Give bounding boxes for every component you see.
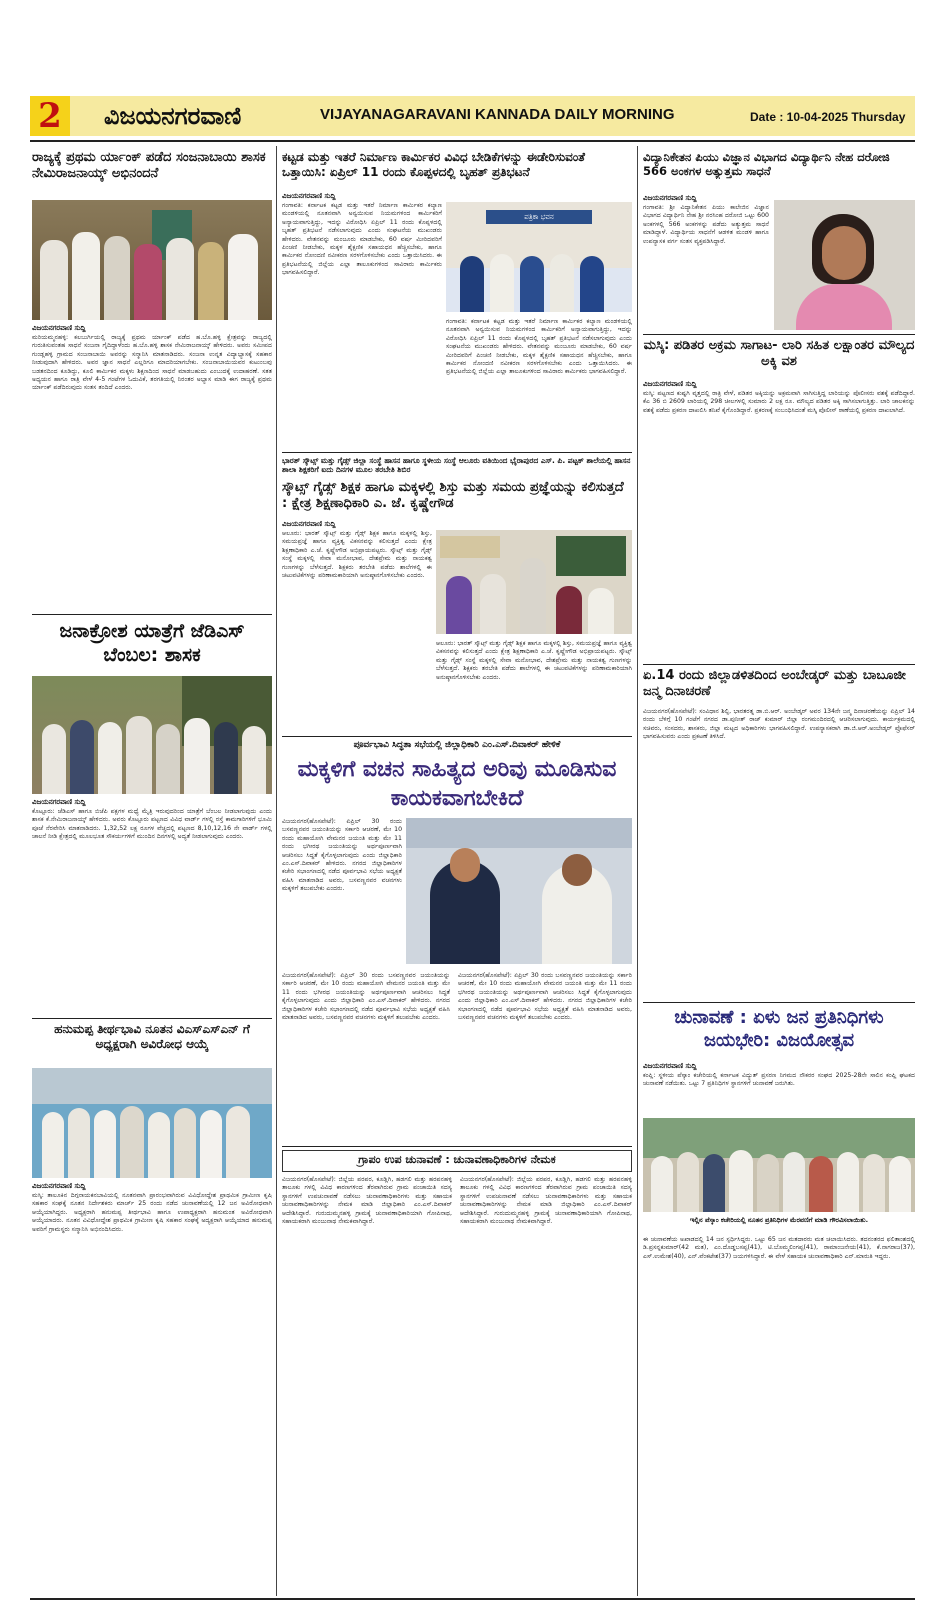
article-kicker: ಪೂರ್ವಭಾವಿ ಸಿದ್ಧತಾ ಸಭೆಯಲ್ಲಿ ಜಿಲ್ಲಾಧಿಕಾರಿ ಎಂ.ಎಸ್.ದಿವಾಕರ್ ಹೇಳಿಕೆ <box>353 740 561 750</box>
photo-person <box>703 1154 725 1212</box>
photo-board <box>556 536 626 576</box>
photo-person <box>757 1154 779 1212</box>
photo-person <box>148 1112 170 1178</box>
photo-person <box>520 558 546 634</box>
article-body: ವಿಜಯನಗರ(ಹೊಸಪೇಟೆ): ಜಿಲ್ಲೆಯ ಪರಪರ, ಕೂಡ್ಲಿಗಿ, ಹಡಗಲಿ ಮತ್ತು ಹರಪನಹಳ್ಳಿ ತಾಲೂಕು ಗಳಲ್ಲಿ ವಿವಿಧ ಕಾರಣಗಳಿಂದ ತೆರವಾಗಿರುವ ಗ್ರಾಮ ಪಂಚಾಯಿತಿ ಸದಸ್ಯ ಸ್ಥಾನಗಳಿಗೆ ಉಪಚುನಾವಣೆ ನಡೆಸಲು ಚುನಾವಣಾಧಿಕಾರಿಗಳು ಮತ್ತು ಸಹಾಯಕ ಚುನಾವಣಾಧಿಕಾರಿಗಳನ್ನು ನೇಮಕ ಮಾಡಿ ಜಿಲ್ಲಾಧಿಕಾರಿ ಎಂ.ಎಸ್.ದಿವಾಕರ್ ಆದೇಶಿಸಿದ್ದಾರೆ. ಗುರುದುಮ್ಮನಹಳ್ಳಿ ಗ್ರಾಮಕ್ಕೆ ಚುನಾವಣಾಧಿಕಾರಿಯಾಗಿ ಗೋಪಿನಾಥ, ಸಹಾಯಕರಾಗಿ ಮಂಜುನಾಥ ನೇಮಕವಾಗಿದ್ದಾರೆ. <box>460 1176 632 1226</box>
article-separator <box>643 664 915 665</box>
photo-person <box>796 284 892 330</box>
photo-person <box>166 238 194 320</box>
masthead-title-kannada: ವಿಜಯನಗರವಾಣಿ <box>104 102 242 130</box>
photo-person <box>651 1156 673 1212</box>
article-separator <box>643 334 915 335</box>
masthead <box>30 96 915 136</box>
photo-person <box>580 256 604 312</box>
photo-person <box>214 722 238 794</box>
photo-person <box>156 724 180 794</box>
article-photo <box>32 1068 272 1178</box>
article-body: ಕೊಟ್ಟೂರು: ಜೆಡಿಎಸ್ ಹಾಗೂ ಬಿಜೆಪಿ ಪಕ್ಷಗಳ ಮಧ್ಯೆ ಮೈತ್ರಿ ಇರುವುದರಿಂದ ಯಾತ್ರೆಗೆ ಬೆಂಬಲ ನೀಡಲಾಗುವುದು ಎಂದು ಶಾಸಕ ಕೆ.ನೇಮಿರಾಜನಾಯ್ಕ್ ಹೇಳಿದರು. ಅವರು ಕೊಟ್ಟೂರು ಪಟ್ಟಣದ ವಿವಿಧ ವಾರ್ಡ್ ಗಳಲ್ಲಿ ರಸ್ತೆ ಕಾಮಗಾರಿಗಳಿಗೆ ಭೂಮಿ ಪೂಜೆ ನೆರವೇರಿಸಿ ಮಾತನಾಡಿದರು. 1,32,52 ಲಕ್ಷ ರೂಗಳ ವೆಚ್ಚದಲ್ಲಿ ಪಟ್ಟಣದ 8,10,12,16 ನೇ ವಾರ್ಡ್ ಗಳಲ್ಲಿ ಚಾಲನೆ ನೀಡಿ ಕ್ಷೇತ್ರದಲ್ಲಿ ಮೂಲಭೂತ ಸೌಕರ್ಯಗಳಿಗೆ ಮುಂದಿನ ದಿನಗಳಲ್ಲಿ ಅದ್ಯತೆ ನೀಡಲಾಗುವುದು ಎಂದರು. <box>32 808 272 841</box>
photo-person <box>198 242 224 320</box>
article-body: ಗಂಗಾವತಿ: ಕರ್ನಾಟಕ ಕಟ್ಟಡ ಮತ್ತು ಇತರೆ ನಿರ್ಮಾಣ ಕಾರ್ಮಿಕರ ಕಲ್ಯಾಣ ಮಂಡಳಿಯಲ್ಲಿ ನೂತನವಾಗಿ ಅನ್ವಯಿಸುವ ನಿಯಮಗಳಿಂದ ಕಾರ್ಮಿಕರಿಗೆ ಅನ್ಯಾಯವಾಗುತ್ತಿದ್ದು, ಇದನ್ನು ವಿರೋಧಿಸಿ ಏಪ್ರಿಲ್ 11 ರಂದು ಕೊಪ್ಪಳದಲ್ಲಿ ಬೃಹತ್ ಪ್ರತಿಭಟನೆ ನಡೆಸಲಾಗುವುದು ಎಂದು ಸಂಘಟನೆಯ ಮುಖಂಡರು ಹೇಳಿದರು. ವೇತನವನ್ನು ಮಂಜೂರು ಮಾಡಬೇಕು, 60 ವರ್ಷ ಮೀರಿದವರಿಗೆ ಪಿಂಚಣಿ ನೀಡಬೇಕು, ಮಕ್ಕಳ ಶೈಕ್ಷಣಿಕ ಸಹಾಯಧನ ಹೆಚ್ಚಿಸಬೇಕು, ಹಾಗೂ ಕಾರ್ಮಿಕರ ನೋಂದಣಿ ನವೀಕರಣ ಸರಳಗೊಳಿಸಬೇಕು ಎಂದು ಒತ್ತಾಯಿಸಿದರು. ಈ ಪ್ರತಿಭಟನೆಯಲ್ಲಿ ಜಿಲ್ಲೆಯ ಎಲ್ಲಾ ತಾಲೂಕುಗಳಿಂದ ಸಾವಿರಾರು ಕಾರ್ಮಿಕರು ಭಾಗವಹಿಸಲಿದ್ದಾರೆ. <box>282 202 442 277</box>
photo-person <box>677 1152 699 1212</box>
article-separator <box>282 1146 632 1147</box>
photo-person <box>556 586 582 634</box>
photo-person <box>94 1110 116 1178</box>
photo-person <box>68 1108 90 1178</box>
article-byline: ವಿಜಯನಗರವಾಣಿ ಸುದ್ದಿ <box>32 324 86 332</box>
student-photo <box>774 200 915 330</box>
photo-person <box>783 1152 805 1212</box>
article-photo <box>32 200 272 320</box>
article-byline: ವಿಜಯನಗರವಾಣಿ ಸುದ್ದಿ <box>32 1182 86 1190</box>
article-byline: ವಿಜಯನಗರವಾಣಿ ಸುದ್ದಿ <box>643 1062 697 1070</box>
article-byline: ವಿಜಯನಗರವಾಣಿ ಸುದ್ದಿ <box>32 798 86 806</box>
article-body: ಗಂಗಾವತಿ: ಕರ್ನಾಟಕ ಕಟ್ಟಡ ಮತ್ತು ಇತರೆ ನಿರ್ಮಾಣ ಕಾರ್ಮಿಕರ ಕಲ್ಯಾಣ ಮಂಡಳಿಯಲ್ಲಿ ನೂತನವಾಗಿ ಅನ್ವಯಿಸುವ ನಿಯಮಗಳಿಂದ ಕಾರ್ಮಿಕರಿಗೆ ಅನ್ಯಾಯವಾಗುತ್ತಿದ್ದು, ಇದನ್ನು ವಿರೋಧಿಸಿ ಏಪ್ರಿಲ್ 11 ರಂದು ಕೊಪ್ಪಳದಲ್ಲಿ ಬೃಹತ್ ಪ್ರತಿಭಟನೆ ನಡೆಸಲಾಗುವುದು ಎಂದು ಸಂಘಟನೆಯ ಮುಖಂಡರು ಹೇಳಿದರು. ವೇತನವನ್ನು ಮಂಜೂರು ಮಾಡಬೇಕು, 60 ವರ್ಷ ಮೀರಿದವರಿಗೆ ಪಿಂಚಣಿ ನೀಡಬೇಕು, ಮಕ್ಕಳ ಶೈಕ್ಷಣಿಕ ಸಹಾಯಧನ ಹೆಚ್ಚಿಸಬೇಕು, ಹಾಗೂ ಕಾರ್ಮಿಕರ ನೋಂದಣಿ ನವೀಕರಣ ಸರಳಗೊಳಿಸಬೇಕು ಎಂದು ಒತ್ತಾಯಿಸಿದರು. ಈ ಪ್ರತಿಭಟನೆಯಲ್ಲಿ ಜಿಲ್ಲೆಯ ಎಲ್ಲಾ ತಾಲೂಕುಗಳಿಂದ ಸಾವಿರಾರು ಕಾರ್ಮಿಕರು ಭಾಗವಹಿಸಲಿದ್ದಾರೆ. <box>446 318 632 376</box>
article-body: ವಿಜಯನಗರ(ಹೊಸಪೇಟೆ): ಸಂವಿಧಾನ ಶಿಲ್ಪಿ, ಭಾರತರತ್ನ ಡಾ.ಬಿ.ಆರ್. ಅಂಬೇಡ್ಕರ್ ಅವರ 134ನೇ ಜನ್ಮ ದಿನಾಚರಣೆಯನ್ನು ಏಪ್ರಿಲ್ 14 ರಂದು ಬೆಳಿಗ್ಗೆ 10 ಗಂಟೆಗೆ ನಗರದ ಡಾ.ಪುನೀತ್ ರಾಜ್ ಕುಮಾರ್ ಜಿಲ್ಲಾ ರಂಗಮಂದಿರದಲ್ಲಿ ಆಚರಿಸಲಾಗುವುದು. ಕಾರ್ಯಕ್ರಮದಲ್ಲಿ ಸಚಿವರು, ಸಂಸದರು, ಶಾಸಕರು, ಜಿಲ್ಲಾ ಮಟ್ಟದ ಅಧಿಕಾರಿಗಳು ಭಾಗವಹಿಸಲಿದ್ದಾರೆ. ಉಪನ್ಯಾಸಕರಾಗಿ ಡಾ.ಜಿ.ಆರ್.ಅಂಬೇಡ್ಕರ್ ಪ್ರೊಫೆಸರ್ ಭಾಗವಹಿಸುವರು ಎಂದು ಪ್ರಕಟಣೆ ತಿಳಿಸಿದೆ. <box>643 708 915 741</box>
article-byline: ವಿಜಯನಗರವಾಣಿ ಸುದ್ದಿ <box>643 194 697 202</box>
photo-person <box>120 1106 144 1178</box>
photo-person <box>126 716 152 794</box>
article-headline: ಹನುಮಪ್ಪ ತೀರ್ಥಭಾವಿ ನೂತನ ವಿಎಸ್ಎಸ್ಎನ್ ಗೆ ಅಧ್ಯಕ್ಷರಾಗಿ ಅವಿರೋಧ ಆಯ್ಕೆ <box>54 1022 250 1051</box>
article-body: ವಿಜಯನಗರ(ಹೊಸಪೇಟೆ): ಏಪ್ರಿಲ್ 30 ರಂದು ಬಸವಣ್ಣನವರ ಜಯಂತಿಯನ್ನು ಸರ್ಕಾರಿ ಆಚರಣೆ, ಮೇ 10 ರಂದು ಮಹಾಯೋಗಿ ವೇಮನರ ಜಯಂತಿ ಮತ್ತು ಮೇ 11 ರಂದು ಭಗೀರಥ ಜಯಂತಿಯನ್ನು ಅರ್ಥಪೂರ್ಣವಾಗಿ ಆಚರಿಸಲು ಸಿದ್ಧತೆ ಕೈಗೊಳ್ಳಲಾಗುವುದು ಎಂದು ಜಿಲ್ಲಾಧಿಕಾರಿ ಎಂ.ಎಸ್.ದಿವಾಕರ್ ಹೇಳಿದರು. ನಗರದ ಜಿಲ್ಲಾಧಿಕಾರಿಗಳ ಕಚೇರಿ ಸಭಾಂಗಣದಲ್ಲಿ ನಡೆದ ಪೂರ್ವಭಾವಿ ಸಭೆಯ ಅಧ್ಯಕ್ಷತೆ ವಹಿಸಿ ಮಾತನಾಡಿದ ಅವರು, ಬಸವಣ್ಣನವರ ವಚನಗಳು ಮಕ್ಕಳಿಗೆ ತಲುಪಬೇಕು ಎಂದರು. <box>282 972 450 1022</box>
column-divider <box>637 146 638 1596</box>
photo-building <box>32 1068 272 1104</box>
article-body: ಕಂಪ್ಲಿ: ಸ್ಥಳೀಯ ಪೆಸ್ಕಾಂ ಕಚೇರಿಯಲ್ಲಿ ಕರ್ನಾಟಕ ವಿದ್ಯುತ್ ಪ್ರಸರಣ ನಿಗಮದ ನೌಕರರ ಸಂಘದ 2025-28ನೇ ಸಾಲಿನ ಕಂಪ್ಲಿ ಘಟಕದ ಚುನಾವಣೆ ನಡೆಯಿತು. ಒಟ್ಟು 7 ಪ್ರತಿನಿಧಿಗಳ ಸ್ಥಾನಗಳಿಗೆ ಚುನಾವಣೆ ಜರುಗಿತು. <box>643 1072 915 1088</box>
masthead-rule <box>30 140 915 142</box>
photo-face <box>562 854 592 886</box>
masthead-title-english: VIJAYANAGARAVANI KANNADA DAILY MORNING <box>320 106 675 123</box>
article-byline: ವಿಜಯನಗರವಾಣಿ ಸುದ್ದಿ <box>643 380 697 388</box>
photo-person <box>809 1156 833 1212</box>
photo-caption: ಇಲ್ಲಿನ ಪೆಸ್ಕಾಂ ಕಚೇರಿಯಲ್ಲಿ ನೂತನ ಪ್ರತಿನಿಧಿಗಳ ಮೆರವಣಿಗೆ ಮಾಡಿ ಗೌರವಿಸಲಾಯಿತು. <box>689 1216 869 1224</box>
article-photo <box>446 202 632 312</box>
photo-person <box>104 236 130 320</box>
article-body: ವಿಜಯನಗರ(ಹೊಸಪೇಟೆ): ಜಿಲ್ಲೆಯ ಪರಪರ, ಕೂಡ್ಲಿಗಿ, ಹಡಗಲಿ ಮತ್ತು ಹರಪನಹಳ್ಳಿ ತಾಲೂಕು ಗಳಲ್ಲಿ ವಿವಿಧ ಕಾರಣಗಳಿಂದ ತೆರವಾಗಿರುವ ಗ್ರಾಮ ಪಂಚಾಯಿತಿ ಸದಸ್ಯ ಸ್ಥಾನಗಳಿಗೆ ಉಪಚುನಾವಣೆ ನಡೆಸಲು ಚುನಾವಣಾಧಿಕಾರಿಗಳು ಮತ್ತು ಸಹಾಯಕ ಚುನಾವಣಾಧಿಕಾರಿಗಳನ್ನು ನೇಮಕ ಮಾಡಿ ಜಿಲ್ಲಾಧಿಕಾರಿ ಎಂ.ಎಸ್.ದಿವಾಕರ್ ಆದೇಶಿಸಿದ್ದಾರೆ. ಗುರುದುಮ್ಮನಹಳ್ಳಿ ಗ್ರಾಮಕ್ಕೆ ಚುನಾವಣಾಧಿಕಾರಿಯಾಗಿ ಗೋಪಿನಾಥ, ಸಹಾಯಕರಾಗಿ ಮಂಜುನಾಥ ನೇಮಕವಾಗಿದ್ದಾರೆ. <box>282 1176 452 1226</box>
article-body: ಆಲೂರು: ಭಾರತ್ ಸ್ಕೌಟ್ಸ್ ಮತ್ತು ಗೈಡ್ಸ್ ಶಿಕ್ಷಕ ಹಾಗೂ ಮಕ್ಕಳಲ್ಲಿ ಶಿಸ್ತು, ಸಮಯಪ್ರಜ್ಞೆ ಹಾಗೂ ವ್ಯಕ್ತಿತ್ವ ವಿಕಸನವನ್ನು ಕಲಿಸುತ್ತದೆ ಎಂದು ಕ್ಷೇತ್ರ ಶಿಕ್ಷಣಾಧಿಕಾರಿ ಎ.ಜೆ. ಕೃಷ್ಣೇಗೌಡ ಅಭಿಪ್ರಾಯಪಟ್ಟರು. ಸ್ಕೌಟ್ಸ್ ಮತ್ತು ಗೈಡ್ಸ್ ಸಂಸ್ಥೆ ಮಕ್ಕಳಲ್ಲಿ ಸೇವಾ ಮನೋಭಾವ, ದೇಶಪ್ರೇಮ ಮತ್ತು ನಾಯಕತ್ವ ಗುಣಗಳನ್ನು ಬೆಳೆಸುತ್ತದೆ. ಶಿಕ್ಷಕರು ತರಬೇತಿ ಪಡೆದು ಶಾಲೆಗಳಲ್ಲಿ ಈ ಚಟುವಟಿಕೆಗಳನ್ನು ಪರಿಣಾಮಕಾರಿಯಾಗಿ ಅನುಷ್ಠಾನಗೊಳಿಸಬೇಕು ಎಂದರು. <box>436 640 632 681</box>
photo-person <box>242 726 266 794</box>
article-kicker: ಭಾರತ್ ಸ್ಕೌಟ್ಸ್ ಮತ್ತು ಗೈಡ್ಸ್ ಜಿಲ್ಲಾ ಸಂಸ್ಥೆ ಹಾಸನ ಹಾಗೂ ಸ್ಥಳೀಯ ಸಂಸ್ಥೆ ಆಲೂರು ವತಿಯಿಂದ ಭೈರಾಪುರದ ಎಸ್. ಪಿ. ಪಟ್ಟಕ್ ಶಾಲೆಯಲ್ಲಿ ಹಾಸನ ಶಾಲಾ ಶಿಕ್ಷಕರಿಗೆ ಐದು ದಿನಗಳ ಮೂಲ ತರಬೇತಿ ಶಿಬಿರ <box>282 456 631 475</box>
photo-person <box>134 244 162 320</box>
photo-banner <box>440 536 500 558</box>
photo-face <box>822 226 866 280</box>
page-number: 2 <box>30 96 70 136</box>
article-body: ಈ ಚುನಾವಣೆಯ ಅಖಾಡದಲ್ಲಿ 14 ಜನ ಸ್ಪರ್ಧಿಸಿದ್ದರು. ಒಟ್ಟು 65 ಜನ ಮತದಾರರು ಮತ ಚಲಾಯಿಸಿದರು. ತದನಂತರದ ಫಲಿತಾಂಶದಲ್ಲಿ ಡಿ.ಪ್ರಸನ್ನಕುಮಾರ್(42 ಮತ), ಎಂ.ದೊಡ್ಡಬಸಪ್ಪ(41), ಟಿ.ಬೊಮ್ಮಲಿಂಗಪ್ಪ(41), ರಾಮಾಂಜನೇಯ(41), ಕೆ.ನಾಗರಾಜ(37), ಎಸ್.ಉಮೇಶ(40), ಎನ್.ವೆಂಕಟೇಶ(37) ಜಯಗಳಿಸಿದ್ದಾರೆ. ಈ ವೇಳೆ ಸಹಾಯಕ ಚುನಾವಣಾಧಿಕಾರಿ ಎನ್.ಮಾರುತಿ ಇದ್ದರು. <box>643 1236 915 1260</box>
photo-person <box>200 1110 222 1178</box>
article-separator <box>32 1018 272 1019</box>
photo-person <box>226 1106 250 1178</box>
article-headline: ಕಟ್ಟಡ ಮತ್ತು ಇತರೆ ನಿರ್ಮಾಣ ಕಾರ್ಮಿಕರ ವಿವಿಧ ಬೇಡಿಕೆಗಳನ್ನು ಈಡೇರಿಸುವಂತೆ ಒತ್ತಾಯಿಸಿ: ಏಪ್ರಿಲ್ 11 ರಂದು ಕೊಪ್ಪಳದಲ್ಲಿ ಬೃಹತ್ ಪ್ರತಿಭಟನೆ <box>282 150 586 179</box>
photo-person <box>837 1152 859 1212</box>
article-body: ಮಸ್ಕಿ: ಪಟ್ಟಣದ ಕುಷ್ಟಗಿ ವೃತ್ತದಲ್ಲಿ ರಾತ್ರಿ ವೇಳೆ, ಪಡಿತರ ಅಕ್ಕಿಯನ್ನು ಅಕ್ರಮವಾಗಿ ಸಾಗಿಸುತ್ತಿದ್ದ ಲಾರಿಯನ್ನು ಪೊಲೀಸರು ವಶಕ್ಕೆ ಪಡೆದಿದ್ದಾರೆ. ಕೆಎ 36 ಬಿ 2609 ಲಾರಿಯಲ್ಲಿ 298 ಚೀಲಗಳಲ್ಲಿ ಸುಮಾರು 2 ಲಕ್ಷ ರೂ. ಮೌಲ್ಯದ ಪಡಿತರ ಅಕ್ಕಿ ಸಾಗಿಸಲಾಗುತ್ತಿತ್ತು. ಲಾರಿ ಚಾಲಕನನ್ನು ವಶಕ್ಕೆ ಪಡೆದು ಪ್ರಕರಣ ದಾಖಲಿಸಿ ತನಿಖೆ ಕೈಗೊಂಡಿದ್ದಾರೆ. ಪ್ರಕರಣಕ್ಕೆ ಸಂಬಂಧಿಸಿದಂತೆ ಮಸ್ಕಿ ಪೊಲೀಸ್ ಠಾಣೆಯಲ್ಲಿ ಪ್ರಕರಣ ದಾಖಲಾಗಿದೆ. <box>643 390 915 414</box>
article-photo <box>406 818 632 964</box>
photo-wall <box>406 818 632 848</box>
article-headline: ಚುನಾವಣೆ : ಏಳು ಜನ ಪ್ರತಿನಿಧಿಗಳು ಜಯಭೇರಿ: ವಿಜಯೋತ್ಸವ <box>674 1007 884 1052</box>
article-headline: ಜನಾಕ್ರೋಶ ಯಾತ್ರೆಗೆ ಜೆಡಿಎಸ್ ಬೆಂಬಲ: ಶಾಸಕ <box>59 620 245 666</box>
photo-person <box>550 254 574 312</box>
photo-person <box>42 1112 64 1178</box>
photo-person <box>174 1108 196 1178</box>
photo-person <box>70 720 94 794</box>
photo-person <box>184 718 210 794</box>
photo-person <box>863 1154 885 1212</box>
photo-person <box>42 724 66 794</box>
article-photo <box>32 676 272 794</box>
photo-person <box>228 234 258 320</box>
article-headline: ಗ್ರಾಪಂ ಉಪ ಚುನಾವಣೆ : ಚುನಾವಣಾಧಿಕಾರಿಗಳ ನೇಮಕ <box>358 1153 556 1166</box>
article-separator <box>282 452 632 453</box>
photo-person <box>520 256 544 312</box>
article-body: ಮರಿಯಮ್ಮನಹಳ್ಳಿ: ಕಲಬುರ್ಗಿಯಲ್ಲಿ ರಾಜ್ಯಕ್ಕೆ ಪ್ರಥಮ ರ್ಯಾಂಕ್ ಪಡೆದ ಹ.ಬೊ.ಹಳ್ಳಿ ಕ್ಷೇತ್ರವನ್ನು ರಾಜ್ಯದಲ್ಲಿ ಗುರುತಿಸುವಂತಹ ಸಾಧನೆ ಸಂಜನಾ ಗೈದಿದ್ದಾಳೆಂದು ಹ.ಬೊ.ಹಳ್ಳಿ ಶಾಸಕ ನೇಮಿರಾಜನಾಯ್ಕ್ ಹೇಳಿದರು. ಅವರು ಸಮೀಪದ ಗುಂಡ್ಲಹಳ್ಳಿ ಗ್ರಾಮದ ಸಂಜನಾಬಾಯಿ ಅವರನ್ನು ಸನ್ಮಾನಿಸಿ ಮಾತನಾಡಿದರು. ಸಂಜನಾ ಉನ್ನತ ವಿದ್ಯಾಭ್ಯಾಸಕ್ಕೆ ಸಹಕಾರ ನೀಡುವುದಾಗಿ ಹೇಳಿದರು. ಅವರ ಜ್ಞಾನ ಸಾಧನೆ ಎಲ್ಲರಿಗೂ ಮಾದರಿಯಾಗಬೇಕು. ಸಂಜನಾಬಾಯಿಯವರ ಕುಟುಂಬವು ಬಡತನದಿಂದ ಕೂಡಿದ್ದು, ಕೂಲಿ ಕಾರ್ಮಿಕರ ಮಕ್ಕಳು ಶಿಕ್ಷಣದಿಂದ ಸಾಧನೆ ಮಾಡಬಹುದು ಎಂಬುದಕ್ಕೆ ಉದಾಹರಣೆ. ಸತತ ಅಧ್ಯಯನ ಹಾಗೂ ರಾತ್ರಿ ವೇಳೆ 4-5 ಗಂಟೆಗಳ ಓದುವಿಕೆ, ತರಗತಿಯಲ್ಲಿ ನಿರಂತರ ಅಭ್ಯಾಸ ಮಾಡಿ ಈಗ ರಾಜ್ಯಕ್ಕೆ ಪ್ರಥಮ ರ್ಯಾಂಕ್ ಪಡೆದಿರುವುದು ಸಂತಸ ತಂದಿದೆ ಎಂದರು. <box>32 334 272 392</box>
article-separator <box>32 614 272 615</box>
article-headline: ಮಕ್ಕಳಿಗೆ ವಚನ ಸಾಹಿತ್ಯದ ಅರಿವು ಮೂಡಿಸುವ ಕಾಯಕವಾಗಬೇಕಿದೆ <box>297 757 617 811</box>
article-separator <box>643 1002 915 1003</box>
article-body: ಮಸ್ಕಿ: ತಾಲೂಕಿನ ದಿಗ್ಗನಾಯಕನಬಾವಿಯಲ್ಲಿ ನೂತನವಾಗಿ ಪ್ರಾರಂಭವಾಗಿರುವ ವಿವಿಧೋದ್ದೇಶ ಪ್ರಾಥಮಿಕ ಗ್ರಾಮೀಣ ಕೃಷಿ ಸಹಕಾರ ಸಂಘಕ್ಕೆ ನೂತನ ನಿರ್ದೇಶಕರು ಮಾರ್ಚ್ 25 ರಂದು ನಡೆದ ಚುನಾವಣೆಯಲ್ಲಿ 12 ಜನ ಅವಿರೋಧವಾಗಿ ಆಯ್ಕೆಯಾಗಿದ್ದರು. ಅಧ್ಯಕ್ಷರಾಗಿ ಹನುಮಪ್ಪ ತೀರ್ಥಭಾವಿ ಹಾಗೂ ಉಪಾಧ್ಯಕ್ಷರಾಗಿ ಹನುಮಂತ ಅವಿರೋಧವಾಗಿ ಆಯ್ಕೆಯಾದರು. ನೂತನ ವಿವಿಧೋದ್ದೇಶ ಪ್ರಾಥಮಿಕ ಗ್ರಾಮೀಣ ಕೃಷಿ ಸಹಕಾರ ಸಂಘಕ್ಕೆ ಅದ್ಯಕ್ಷರಾಗಿ ಆಯ್ಕೆಯಾದ ಹನುಮಪ್ಪ ಅವರಿಗೆ ಗ್ರಾಮಸ್ಥರು ಸನ್ಮಾನಿಸಿ ಅಭಿನಂದಿಸಿದರು. <box>32 1192 272 1233</box>
page-bottom-rule <box>30 1598 915 1600</box>
article-headline: ಸ್ಕೌಟ್ಸ್ ಗೈಡ್ಸ್ ಶಿಕ್ಷಕ ಹಾಗೂ ಮಕ್ಕಳಲ್ಲಿ ಶಿಸ್ತು ಮತ್ತು ಸಮಯ ಪ್ರಜ್ಞೆಯನ್ನು ಕಲಿಸುತ್ತದೆ : ಕ್ಷೇತ್ರ ಶಿಕ್ಷಣಾಧಿಕಾರಿ ಎ. ಜೆ. ಕೃಷ್ಣೇಗೌಡ <box>282 480 624 512</box>
press-banner: ಪತ್ರಿಕಾ ಭವನ <box>486 210 592 224</box>
article-photo <box>643 1118 915 1212</box>
photo-person <box>446 576 472 634</box>
photo-person <box>72 232 100 320</box>
photo-person <box>40 240 68 320</box>
article-body: ವಿಜಯನಗರ(ಹೊಸಪೇಟೆ): ಏಪ್ರಿಲ್ 30 ರಂದು ಬಸವಣ್ಣನವರ ಜಯಂತಿಯನ್ನು ಸರ್ಕಾರಿ ಆಚರಣೆ, ಮೇ 10 ರಂದು ಮಹಾಯೋಗಿ ವೇಮನರ ಜಯಂತಿ ಮತ್ತು ಮೇ 11 ರಂದು ಭಗೀರಥ ಜಯಂತಿಯನ್ನು ಅರ್ಥಪೂರ್ಣವಾಗಿ ಆಚರಿಸಲು ಸಿದ್ಧತೆ ಕೈಗೊಳ್ಳಲಾಗುವುದು ಎಂದು ಜಿಲ್ಲಾಧಿಕಾರಿ ಎಂ.ಎಸ್.ದಿವಾಕರ್ ಹೇಳಿದರು. ನಗರದ ಜಿಲ್ಲಾಧಿಕಾರಿಗಳ ಕಚೇರಿ ಸಭಾಂಗಣದಲ್ಲಿ ನಡೆದ ಪೂರ್ವಭಾವಿ ಸಭೆಯ ಅಧ್ಯಕ್ಷತೆ ವಹಿಸಿ ಮಾತನಾಡಿದ ಅವರು, ಬಸವಣ್ಣನವರ ವಚನಗಳು ಮಕ್ಕಳಿಗೆ ತಲುಪಬೇಕು ಎಂದರು. <box>458 972 632 1022</box>
article-separator <box>282 736 632 737</box>
article-headline: ಏ.14 ರಂದು ಜಿಲ್ಲಾಡಳಿತದಿಂದ ಅಂಬೇಡ್ಕರ್ ಮತ್ತು ಬಾಬೂಜೀ ಜನ್ಮ ದಿನಾಚರಣೆ <box>643 668 906 700</box>
article-headline: ಮಸ್ಕಿ: ಪಡಿತರ ಅಕ್ರಮ ಸಾಗಾಟ- ಲಾರಿ ಸಹಿತ ಲಕ್ಷಾಂತರ ಮೌಲ್ಯದ ಅಕ್ಕಿ ವಶ <box>643 338 915 370</box>
article-photo <box>436 530 632 634</box>
photo-person <box>490 254 514 312</box>
article-body: ವಿಜಯನಗರ(ಹೊಸಪೇಟೆ): ಏಪ್ರಿಲ್ 30 ರಂದು ಬಸವಣ್ಣನವರ ಜಯಂತಿಯನ್ನು ಸರ್ಕಾರಿ ಆಚರಣೆ, ಮೇ 10 ರಂದು ಮಹಾಯೋಗಿ ವೇಮನರ ಜಯಂತಿ ಮತ್ತು ಮೇ 11 ರಂದು ಭಗೀರಥ ಜಯಂತಿಯನ್ನು ಅರ್ಥಪೂರ್ಣವಾಗಿ ಆಚರಿಸಲು ಸಿದ್ಧತೆ ಕೈಗೊಳ್ಳಲಾಗುವುದು ಎಂದು ಜಿಲ್ಲಾಧಿಕಾರಿ ಎಂ.ಎಸ್.ದಿವಾಕರ್ ಹೇಳಿದರು. ನಗರದ ಜಿಲ್ಲಾಧಿಕಾರಿಗಳ ಕಚೇರಿ ಸಭಾಂಗಣದಲ್ಲಿ ನಡೆದ ಪೂರ್ವಭಾವಿ ಸಭೆಯ ಅಧ್ಯಕ್ಷತೆ ವಹಿಸಿ ಮಾತನಾಡಿದ ಅವರು, ಬಸವಣ್ಣನವರ ವಚನಗಳು ಮಕ್ಕಳಿಗೆ ತಲುಪಬೇಕು ಎಂದರು. <box>282 818 402 893</box>
column-divider <box>276 146 277 1596</box>
article-byline: ವಿಜಯನಗರವಾಣಿ ಸುದ್ದಿ <box>282 520 336 528</box>
photo-person <box>729 1150 753 1212</box>
photo-person <box>98 722 122 794</box>
article-byline: ವಿಜಯನಗರವಾಣಿ ಸುದ್ದಿ <box>282 192 336 200</box>
article-headline: ರಾಜ್ಯಕ್ಕೆ ಪ್ರಥಮ ರ್ಯಾಂಕ್ ಪಡೆದ ಸಂಜನಾಬಾಯಿ ಶಾಸಕ ನೇಮಿರಾಜನಾಯ್ಕ್ ಅಭಿನಂದನೆ <box>32 150 266 182</box>
article-body: ಗಂಗಾವತಿ: ಶ್ರೀ ವಿದ್ಯಾನಿಕೇತನ ಪಿಯು ಕಾಲೇಜಿನ ವಿಜ್ಞಾನ ವಿಭಾಗದ ವಿದ್ಯಾರ್ಥಿನಿ ನೇಹ ಶ್ರೀ ನರಸಿಂಹ ದರೋಜಿ ಒಟ್ಟು 600 ಅಂಕಗಳಲ್ಲಿ 566 ಅಂಕಗಳನ್ನು ಪಡೆದು ಅತ್ಯುತ್ತಮ ಸಾಧನೆ ಮಾಡಿದ್ದಾಳೆ. ವಿದ್ಯಾರ್ಥಿಯ ಸಾಧನೆಗೆ ಆಡಳಿತ ಮಂಡಳಿ ಹಾಗೂ ಉಪನ್ಯಾಸಕ ವರ್ಗ ಸಂತಸ ವ್ಯಕ್ತಪಡಿಸಿದ್ದಾರೆ. <box>643 204 769 245</box>
issue-date: Date : 10-04-2025 Thursday <box>750 110 906 124</box>
photo-person <box>588 588 614 634</box>
photo-person <box>480 574 506 634</box>
article-headline: ವಿದ್ಯಾನಿಕೇತನ ಪಿಯು ವಿಜ್ಞಾನ ವಿಭಾಗದ ವಿದ್ಯಾರ್ಥಿನಿ ನೇಹ ದರೋಜಿ 566 ಅಂಕಗಳ ಅತ್ಯುತ್ತಮ ಸಾಧನೆ <box>643 150 890 179</box>
photo-person <box>460 256 484 312</box>
photo-person <box>889 1156 911 1212</box>
article-body: ಆಲೂರು: ಭಾರತ್ ಸ್ಕೌಟ್ಸ್ ಮತ್ತು ಗೈಡ್ಸ್ ಶಿಕ್ಷಕ ಹಾಗೂ ಮಕ್ಕಳಲ್ಲಿ ಶಿಸ್ತು, ಸಮಯಪ್ರಜ್ಞೆ ಹಾಗೂ ವ್ಯಕ್ತಿತ್ವ ವಿಕಸನವನ್ನು ಕಲಿಸುತ್ತದೆ ಎಂದು ಕ್ಷೇತ್ರ ಶಿಕ್ಷಣಾಧಿಕಾರಿ ಎ.ಜೆ. ಕೃಷ್ಣೇಗೌಡ ಅಭಿಪ್ರಾಯಪಟ್ಟರು. ಸ್ಕೌಟ್ಸ್ ಮತ್ತು ಗೈಡ್ಸ್ ಸಂಸ್ಥೆ ಮಕ್ಕಳಲ್ಲಿ ಸೇವಾ ಮನೋಭಾವ, ದೇಶಪ್ರೇಮ ಮತ್ತು ನಾಯಕತ್ವ ಗುಣಗಳನ್ನು ಬೆಳೆಸುತ್ತದೆ. ಶಿಕ್ಷಕರು ತರಬೇತಿ ಪಡೆದು ಶಾಲೆಗಳಲ್ಲಿ ಈ ಚಟುವಟಿಕೆಗಳನ್ನು ಪರಿಣಾಮಕಾರಿಯಾಗಿ ಅನುಷ್ಠಾನಗೊಳಿಸಬೇಕು ಎಂದರು. <box>282 530 432 580</box>
photo-face <box>450 848 480 882</box>
